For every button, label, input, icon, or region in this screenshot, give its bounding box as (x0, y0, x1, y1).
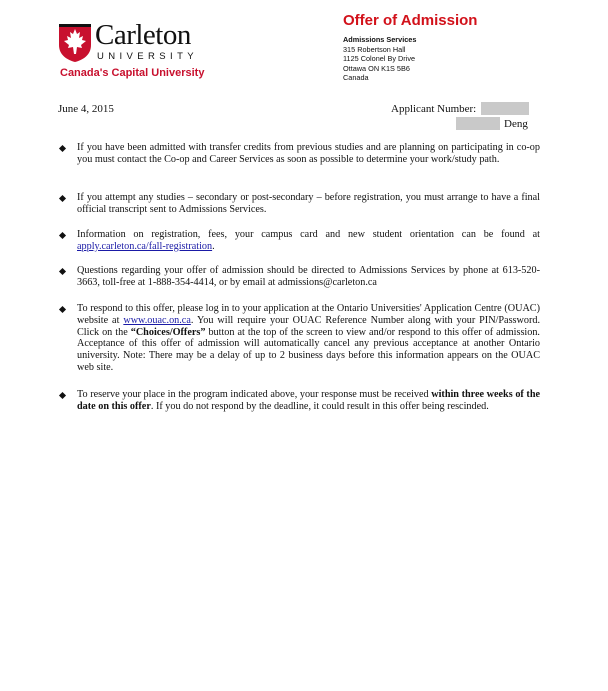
address-line: Ottawa ON K1S 5B6 (343, 63, 410, 73)
return-address (343, 35, 416, 83)
redacted-applicant-number (481, 102, 529, 115)
address-line: 315 Robertson Hall (343, 44, 406, 54)
redacted-applicant-name (456, 117, 500, 130)
info-item-text-part: . If you do not respond by the deadline, it could result in this offer being rescinded. (150, 400, 489, 412)
info-item-transfer-credits (60, 142, 540, 166)
bullet-icon (59, 392, 66, 399)
choices-offers-label: “Choices/Offers” (130, 326, 206, 338)
info-item-text: If you attempt any studies – secondary or post-secondary – before registration, you must arrange to have a final official transcript sent to Admissions Services. (77, 192, 540, 215)
applicant-number-label: Applicant Number: (391, 103, 477, 115)
info-item-text (77, 303, 540, 374)
info-item-text-part: To reserve your place in the program indicated above, your response must be received (77, 389, 432, 400)
info-item-registration (60, 229, 540, 253)
info-item-text-part: button at the top of the screen to view and/or respond to this offer of admission. Acceptance of this offer of admission will automatically cancel any previous acceptance at another Ontario university. Note: There may be a delay of up to 2 business days before this information appears on the OUAC web site. (77, 326, 540, 373)
letter-date: June 4, 2015 (58, 103, 114, 115)
bullet-icon (59, 306, 66, 313)
ouac-link[interactable]: www.ouac.on.ca (123, 314, 191, 326)
bullet-icon (59, 268, 66, 275)
info-item-text-part: Information on registration, fees, your campus card and new student orientation can be found at (77, 229, 540, 240)
info-item-respond (60, 303, 540, 374)
info-item-deadline (60, 389, 540, 413)
deadline-emphasis: within three weeks of the date on this offer (77, 389, 541, 412)
info-item-transcript (60, 192, 540, 216)
document-title: Offer of Admission (343, 12, 478, 29)
logo-university-text: UNIVERSITY (97, 51, 199, 62)
bullet-icon (59, 195, 66, 202)
address-department: Admissions Services (343, 35, 417, 44)
info-item-text-part: To respond to this offer, please log in to your application at the Ontario Universities' Application Centre (OUAC) website at (77, 303, 540, 326)
info-item-text-part: . You will require your OUAC Reference Number along with your PIN/Password. Click on the (77, 314, 540, 338)
carleton-logo (58, 19, 218, 83)
info-item-text-part: . (212, 240, 215, 252)
applicant-surname: Deng (504, 118, 528, 130)
info-item-text: Questions regarding your offer of admission should be directed to Admissions Services by phone at 613-520-3663, toll-free at 1-888-354-4414, or by email at admissions@carleton.ca (77, 265, 540, 288)
address-line: 1125 Colonel By Drive (343, 54, 416, 64)
registration-link[interactable]: apply.carleton.ca/fall-registration (77, 240, 213, 252)
bullet-icon (59, 145, 66, 152)
info-item-text (77, 389, 540, 413)
logo-wordmark: Carleton (95, 19, 191, 51)
maple-leaf-shield-icon (58, 23, 92, 63)
info-item-text (77, 229, 540, 253)
info-item-text: If you have been admitted with transfer credits from previous studies and are planning on participating in co-op you must contact the Co-op and Career Services as soon as possible to determine your work/study path. (77, 142, 540, 165)
bullet-icon (59, 232, 66, 239)
info-item-questions (60, 265, 540, 289)
logo-tagline: Canada's Capital University (60, 67, 205, 79)
address-line: Canada (343, 73, 369, 83)
